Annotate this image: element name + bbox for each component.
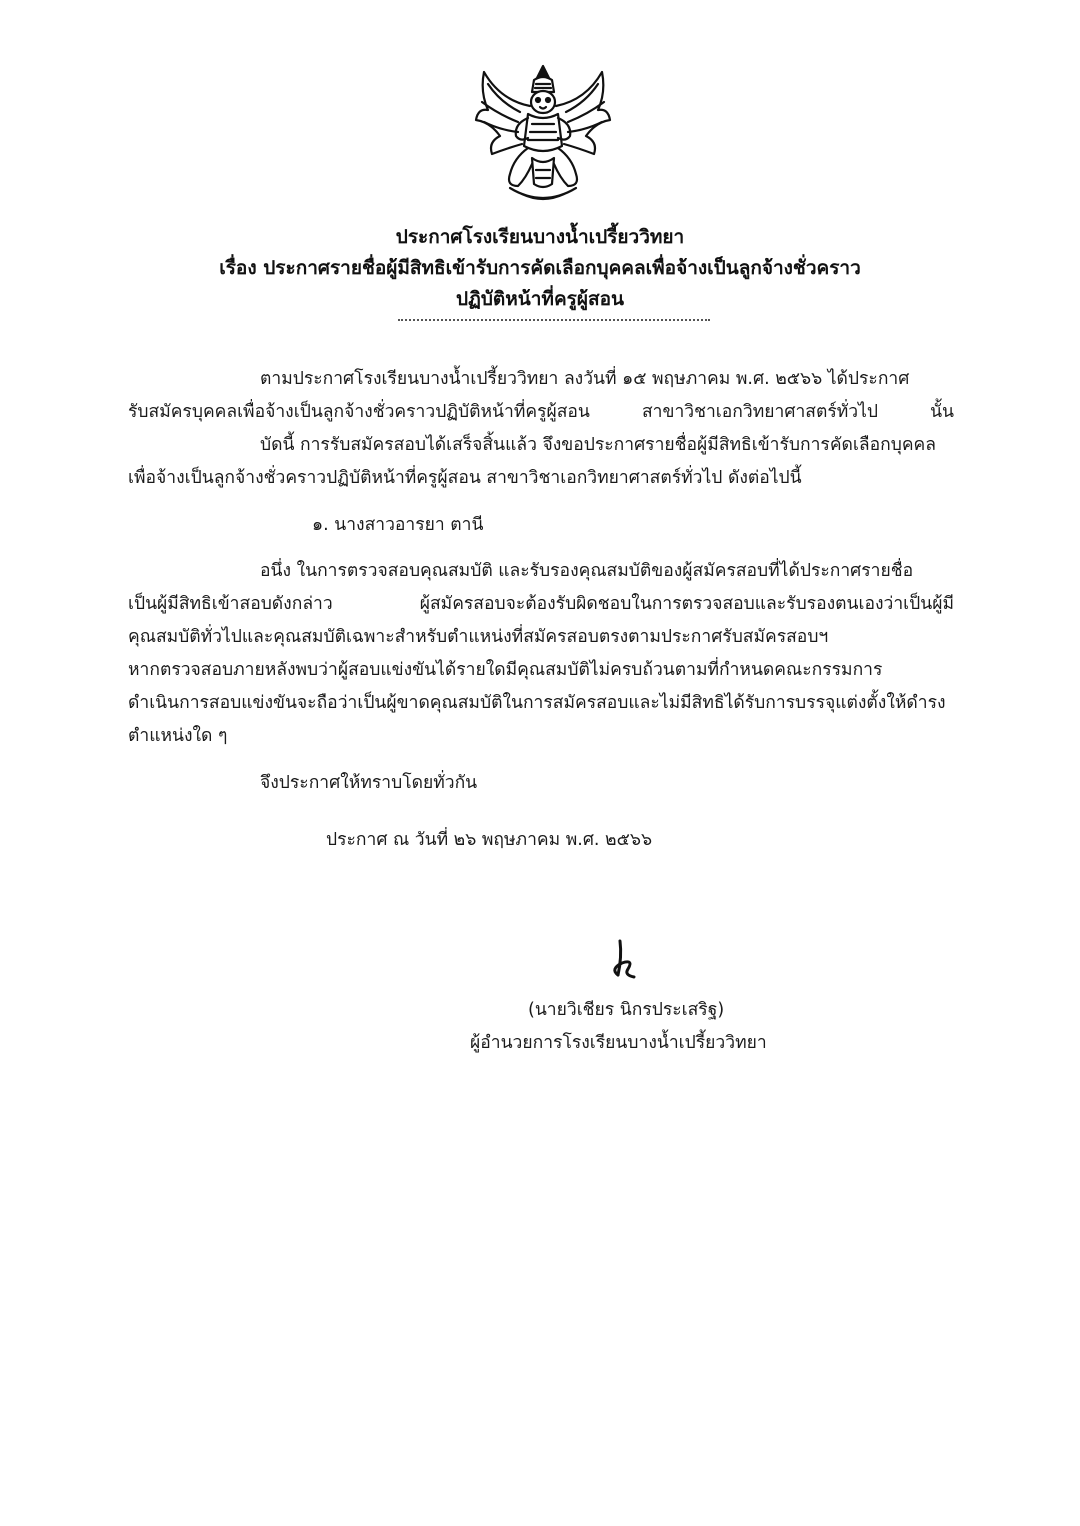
signatory-name: (นายวิเชียร นิกรประเสริฐ) — [528, 1000, 725, 1020]
title-separator — [398, 319, 710, 321]
paragraph-3-line-2: เป็นผู้มีสิทธิเข้าสอบดังกล่าว ผู้สมัครสอบจะต้องรับผิดชอบในการตรวจสอบและรับรองตนเองว่าเป็นผู้มี — [128, 594, 954, 614]
announcement-subject: เรื่อง ประกาศรายชื่อผู้มีสิทธิเข้ารับการคัดเลือกบุคคลเพื่อจ้างเป็นลูกจ้างชั่วคราว — [219, 257, 861, 279]
garuda-emblem-icon — [470, 62, 616, 210]
paragraph-3-line-4: หากตรวจสอบภายหลังพบว่าผู้สอบแข่งขันได้รายใดมีคุณสมบัติไม่ครบถ้วนตามที่กำหนดคณะกรรมการ — [128, 660, 883, 680]
closing-statement: จึงประกาศให้ทราบโดยทั่วกัน — [260, 773, 478, 793]
paragraph-1-line-2: รับสมัครบุคคลเพื่อจ้างเป็นลูกจ้างชั่วคราวปฏิบัติหน้าที่ครูผู้สอน สาขาวิชาเอกวิทยาศาสตร์ทั่วไป นั้น — [128, 402, 954, 422]
paragraph-3-line-3: คุณสมบัติทั่วไปและคุณสมบัติเฉพาะสำหรับตำแหน่งที่สมัครสอบตรงตามประกาศรับสมัครสอบฯ — [128, 627, 829, 647]
signatory-position: ผู้อำนวยการโรงเรียนบางน้ำเปรี้ยววิทยา — [470, 1033, 767, 1053]
paragraph-3-line-5: ดำเนินการสอบแข่งขันจะถือว่าเป็นผู้ขาดคุณสมบัติในการสมัครสอบและไม่มีสิทธิได้รับการบรรจุแต่งตั้งให้ดำรง — [128, 693, 946, 713]
paragraph-2-line-1: บัดนี้ การรับสมัครสอบได้เสร็จสิ้นแล้ว จึงขอประกาศรายชื่อผู้มีสิทธิเข้ารับการคัดเลือกบุคคล — [260, 435, 936, 455]
announcement-date: ประกาศ ณ วันที่ ๒๖ พฤษภาคม พ.ศ. ๒๕๖๖ — [326, 830, 653, 850]
paragraph-3-line-1: อนึ่ง ในการตรวจสอบคุณสมบัติ และรับรองคุณสมบัติของผู้สมัครสอบที่ได้ประกาศรายชื่อ — [260, 561, 914, 581]
paragraph-1-line-1: ตามประกาศโรงเรียนบางน้ำเปรี้ยววิทยา ลงวันที่ ๑๕ พฤษภาคม พ.ศ. ๒๕๖๖ ได้ประกาศ — [260, 369, 910, 389]
announcement-subject-cont: ปฏิบัติหน้าที่ครูผู้สอน — [456, 288, 624, 310]
signature-icon — [598, 935, 658, 983]
announcement-title: ประกาศโรงเรียนบางน้ำเปรี้ยววิทยา — [395, 226, 685, 248]
candidate-list-item: ๑. นางสาวอารยา ตานี — [312, 515, 484, 535]
paragraph-3-line-6: ตำแหน่งใด ๆ — [128, 726, 228, 746]
paragraph-2-line-2: เพื่อจ้างเป็นลูกจ้างชั่วคราวปฏิบัติหน้าที่ครูผู้สอน สาขาวิชาเอกวิทยาศาสตร์ทั่วไป ดังต่อไปนี้ — [128, 468, 802, 488]
